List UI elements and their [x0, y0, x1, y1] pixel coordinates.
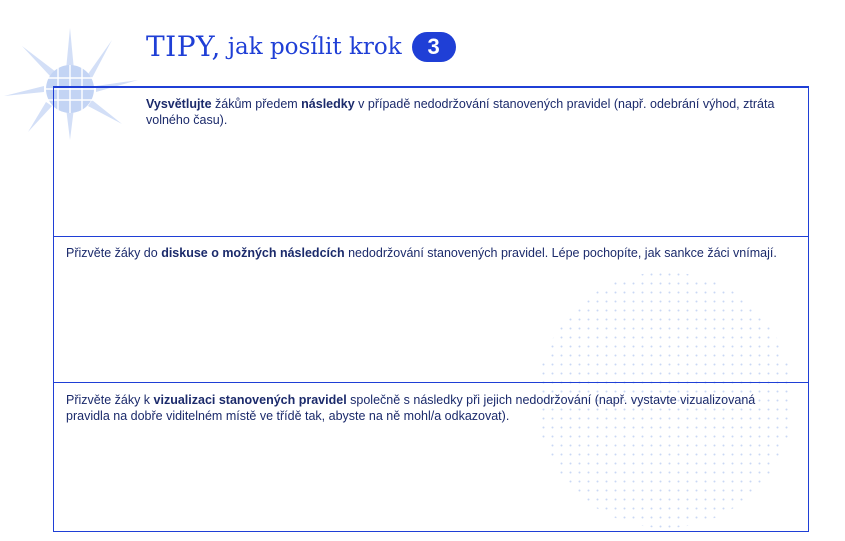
page-title: [146, 30, 456, 63]
tip-1-text-2: v případě nedodržování stanovených pravidel (např. odebrání výhod, ztráta volného času).: [146, 97, 775, 127]
tip-box-2: [53, 236, 809, 383]
tip-2-text-1: nedodržování stanovených pravidel. Lépe pochopíte, jak sankce žáci vnímají.: [344, 246, 777, 260]
tip-3-text-0: Přizvěte žáky k: [66, 393, 154, 407]
tip-text-3: [66, 392, 766, 424]
tip-1-strong-2: následky: [301, 97, 355, 111]
tip-1-strong-1: Vysvětlujte: [146, 97, 212, 111]
tip-2-text-0: Přizvěte žáky do: [66, 246, 162, 260]
title-rest: jak posílit krok: [227, 33, 402, 60]
tip-3-text-1: společně s následky při jejich nedodržování (např. vystavte vizualizovaná pravidla na dobře viditelném místě ve třídě tak, abyste na ně mohl/a odkazovat).: [66, 393, 756, 423]
tip-2-strong-1: diskuse o možných následcích: [161, 246, 345, 260]
tip-box-1: [53, 86, 809, 237]
tip-text-2: [66, 245, 786, 261]
step-badge: 3: [412, 32, 456, 62]
tip-box-3: [53, 382, 809, 532]
tip-text-1: [146, 96, 786, 128]
tip-1-text-1: žákům předem: [211, 97, 302, 111]
title-caps: TIPY,: [146, 30, 221, 63]
tip-3-strong-1: vizualizaci stanovených pravidel: [153, 393, 347, 407]
